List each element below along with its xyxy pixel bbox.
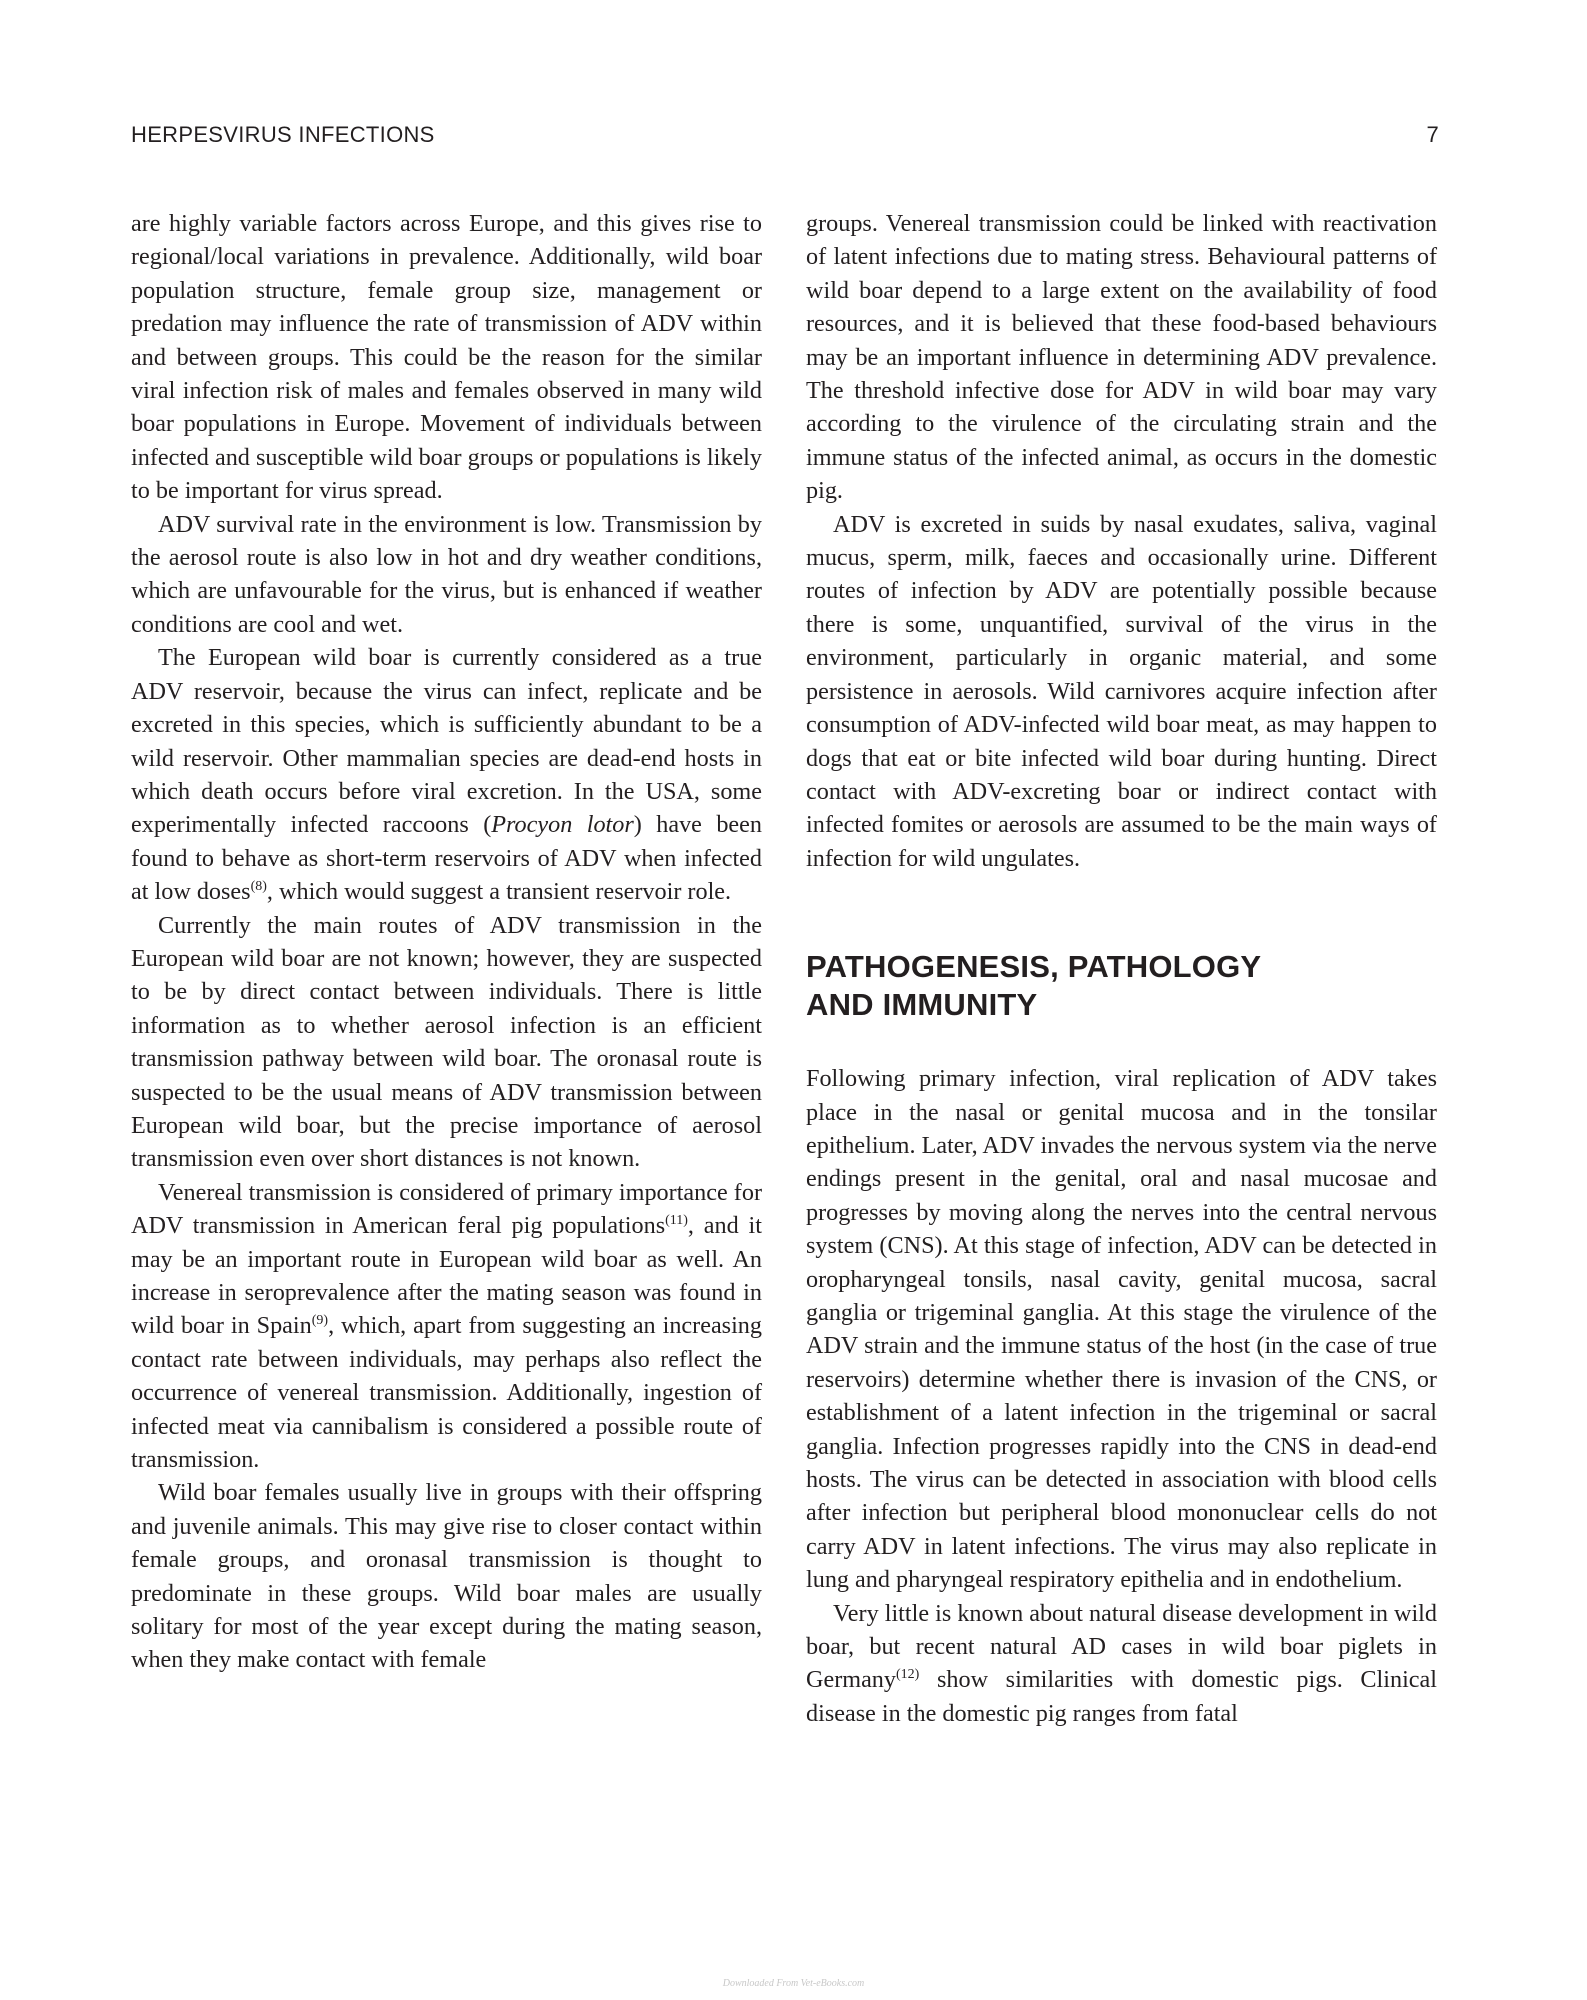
left-column — [131, 207, 762, 1677]
text-run: , and it may be an important route in European wild boar as well. An increase in seroprevalence after the mating season was found in wild boar in Spain — [131, 1212, 762, 1340]
text-run: Venereal transmission is considered of primary importance for ADV transmission in American feral pig populations — [131, 1178, 762, 1240]
paragraph — [806, 1597, 1437, 1731]
citation-ref: (8) — [250, 879, 267, 895]
heading-line: AND IMMUNITY — [806, 987, 1038, 1023]
text-run: The European wild boar is currently considered as a true ADV reservoir, because the virus can infect, replicate and be excreted in this species, which is sufficiently abundant to be a wild reservoir. Other mammalian species are dead-end hosts in which death occurs before viral excretion. In the USA, some experimentally infected raccoons ( — [131, 644, 762, 839]
section-heading — [806, 948, 1437, 1024]
paragraph: ADV is excreted in suids by nasal exudates, saliva, vaginal mucus, sperm, milk, faeces and occasionally urine. Different routes of infection by ADV are potentially possible because there is some, unquantified, survival of the virus in the environment, particularly in organic material, and some persistence in aerosols. Wild carnivores acquire infection after consumption of ADV-infected wild boar meat, as may happen to dogs that eat or bite infected wild boar during hunting. Direct contact with ADV-excreting boar or indirect contact with infected fomites or aerosols are assumed to be the main ways of infection for wild ungulates. — [806, 510, 1437, 872]
paragraph: are highly variable factors across Europe, and this gives rise to regional/local variations in prevalence. Additionally, wild boar population structure, female group size, management or predation may influence the rate of transmission of ADV within and between groups. This could be the reason for the similar viral infection risk of males and females observed in many wild boar populations in Europe. Movement of individuals between infected and susceptible wild boar groups or populations is likely to be important for virus spread. — [131, 210, 762, 505]
paragraph: Currently the main routes of ADV transmission in the European wild boar are not known; however, they are suspected to be by direct contact between individuals. There is little information as to whether aerosol infection is an efficient transmission pathway between wild boar. The oronasal route is suspected to be the usual means of ADV transmission between European wild boar, but the precise importance of aerosol transmission even over short distances is not known. — [131, 911, 762, 1173]
text-run: ) have been found to behave as short-term reservoirs of ADV when infected at low doses — [131, 811, 762, 906]
paragraph: Wild boar females usually live in groups with their offspring and juvenile animals. This may give rise to closer contact within female groups, and oronasal transmission is thought to predominate in these groups. Wild boar males are usually solitary for most of the year except during the mating season, when they make contact with female — [131, 1479, 762, 1674]
species-name: Procyon lotor — [491, 811, 634, 839]
running-title: HERPESVIRUS INFECTIONS — [131, 122, 435, 147]
text-run: , which would suggest a transient reservoir role. — [266, 878, 732, 906]
paragraph — [131, 1176, 762, 1477]
right-column — [806, 207, 1437, 1730]
paragraph: ADV survival rate in the environment is low. Transmission by the aerosol route is also low in hot and dry weather conditions, which are unfavourable for the virus, but is enhanced if weather conditions are cool and wet. — [131, 510, 762, 638]
text-run: , which, apart from suggesting an increasing contact rate between individuals, may perhaps also reflect the occurrence of venereal transmission. Additionally, ingestion of infected meat via cannibalism is considered a possible route of transmission. — [131, 1312, 762, 1474]
page-number: 7 — [1426, 122, 1439, 147]
running-head — [131, 122, 1439, 148]
paragraph: Following primary infection, viral replication of ADV takes place in the nasal or genital mucosa and in the tonsilar epithelium. Later, ADV invades the nervous system via the nerve endings present in the genital, oral and nasal mucosae and progresses by moving along the nerves into the central nervous system (CNS). At this stage of infection, ADV can be detected in oropharyngeal tonsils, nasal cavity, genital mucosa, sacral ganglia or trigeminal ganglia. At this stage the virulence of the ADV strain and the immune status of the host (in the case of true reservoirs) determine whether there is invasion of the CNS, or establishment of a latent infection in the trigeminal or sacral ganglia. Infection progresses rapidly into the CNS in dead-end hosts. The virus can be detected in association with blood cells after infection but peripheral blood mononuclear cells do not carry ADV in latent infections. The virus may also replicate in lung and pharyngeal respiratory epithelia and in endothelium. — [806, 1065, 1437, 1594]
text-run: Very little is known about natural disease development in wild boar, but recent natural AD cases in wild boar piglets in Germany — [806, 1599, 1437, 1694]
paragraph — [131, 641, 762, 908]
paragraph: groups. Venereal transmission could be linked with reactivation of latent infections due to mating stress. Behavioural patterns of wild boar depend to a large extent on the availability of food resources, and it is believed that these food-based behaviours may be an important influence in determining ADV prevalence. The threshold infective dose for ADV in wild boar may vary according to the virulence of the circulating strain and the immune status of the infected animal, as occurs in the domestic pig. — [806, 210, 1437, 505]
text-run: show similarities with domestic pigs. Clinical disease in the domestic pig ranges from fatal — [806, 1666, 1437, 1727]
citation-ref: (9) — [311, 1313, 329, 1329]
watermark-footer: Downloaded From Vet-eBooks.com — [722, 1978, 865, 1989]
citation-ref: (12) — [896, 1667, 920, 1683]
heading-line: PATHOGENESIS, PATHOLOGY — [806, 949, 1262, 985]
citation-ref: (11) — [665, 1213, 688, 1229]
